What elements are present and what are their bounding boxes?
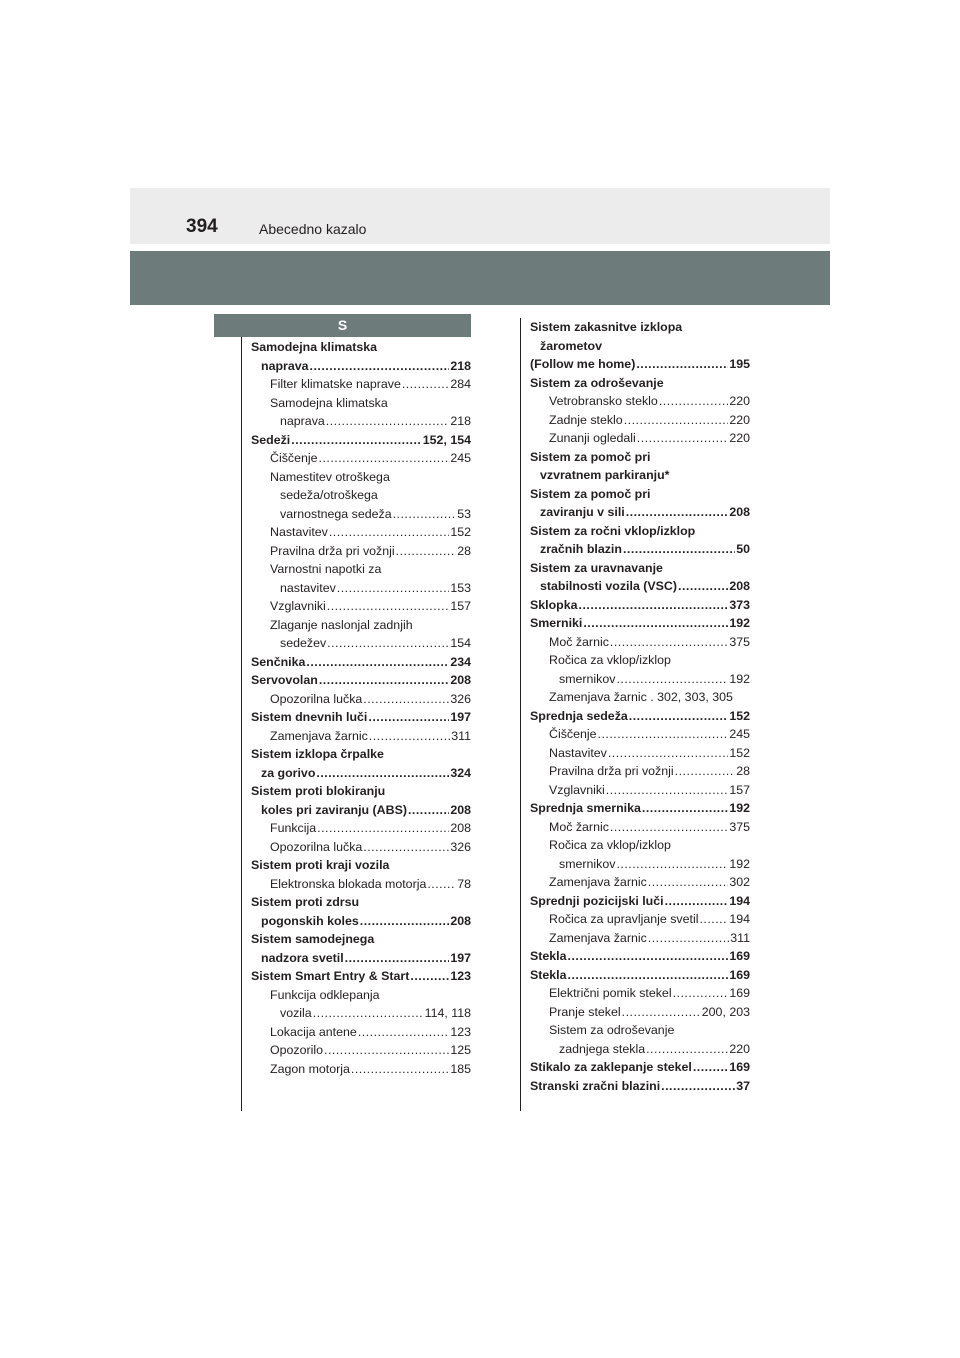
page-number: 394 [186, 216, 218, 237]
dot-leader [337, 579, 450, 598]
dot-leader [363, 690, 449, 709]
index-entry-label: Sistem za pomoč pri [530, 449, 651, 464]
index-entry [251, 727, 471, 746]
index-entry-page: 373 [729, 597, 750, 612]
dot-leader [568, 947, 729, 966]
index-entry-label: Sprednji pozicijski luči [530, 893, 664, 908]
index-entry [530, 762, 750, 781]
index-entry [530, 873, 750, 892]
index-entry-page: 326 [450, 839, 471, 854]
index-entry-label: stabilnosti vozila (VSC) [540, 579, 678, 593]
dot-leader [363, 838, 449, 857]
index-entry-page: 50 [736, 542, 750, 556]
index-entry [530, 966, 750, 985]
dot-leader [648, 873, 729, 892]
index-entry [530, 633, 750, 652]
index-entry [251, 745, 471, 764]
index-entry-label: Sistem proti blokiranju [251, 784, 386, 798]
index-entry-label: Nastavitev [549, 745, 607, 760]
index-column-right [530, 318, 750, 1095]
index-entry-label: Zamenjava žarnic [549, 930, 647, 945]
index-entry-page: 197 [450, 710, 471, 724]
index-entry [530, 781, 750, 800]
dot-leader [608, 744, 728, 763]
index-entry-label: Sistem za pomoč pri [530, 486, 651, 501]
index-entry-label: naprava [280, 414, 325, 428]
index-entry-label: smernikov [559, 671, 616, 686]
index-entry-page: 153 [450, 580, 471, 595]
index-entry-label: Zamenjava žarnic [270, 728, 368, 743]
index-entry-page: 194 [729, 893, 750, 908]
index-entry [251, 634, 471, 653]
index-entry-label: Pranje stekel [549, 1004, 621, 1019]
index-entry [530, 1077, 750, 1096]
index-entry-page: 169 [729, 1060, 750, 1074]
index-entry-label: Stikalo za zaklepanje stekel [530, 1060, 692, 1074]
index-entry [530, 577, 750, 596]
index-entry-page: 208 [729, 579, 750, 593]
index-entry [530, 799, 750, 818]
index-entry-label: nastavitev [280, 580, 336, 595]
index-entry [530, 670, 750, 689]
index-entry [530, 559, 750, 578]
index-entry [251, 560, 471, 579]
index-entry-label: Pravilna drža pri vožnji [270, 543, 395, 558]
dot-leader [693, 1058, 728, 1077]
index-entry [251, 949, 471, 968]
index-entry-page: 324 [450, 765, 471, 780]
index-entry-label: Funkcija odklepanja [270, 987, 380, 1002]
dot-leader [665, 892, 729, 911]
dot-leader [319, 449, 450, 468]
index-entry [530, 466, 750, 485]
index-entry [251, 394, 471, 413]
dot-leader [622, 1003, 701, 1022]
index-entry [251, 671, 471, 690]
index-entry [530, 596, 750, 615]
index-entry-label: Pravilna drža pri vožnji [549, 764, 674, 778]
index-entry [530, 448, 750, 467]
index-entry [251, 1004, 471, 1023]
index-entry [530, 355, 750, 374]
index-entry [251, 912, 471, 931]
dot-leader [327, 634, 449, 653]
dot-leader [579, 596, 729, 615]
index-entry [251, 1041, 471, 1060]
dot-leader [327, 597, 450, 616]
index-entry [530, 337, 750, 356]
index-entry [251, 505, 471, 524]
index-entry-page: 152 [450, 525, 471, 539]
index-entry-label: Smerniki [530, 616, 583, 630]
index-entry-page: 245 [729, 727, 750, 741]
index-entry-page: 375 [729, 819, 750, 834]
index-entry-page: 208 [450, 821, 471, 835]
index-entry-label: Zamenjava žarnic [549, 875, 647, 889]
index-entry-page: 28 [457, 543, 471, 558]
dot-leader [610, 818, 728, 837]
index-entry-label: žarometov [540, 338, 602, 353]
index-entry [251, 375, 471, 394]
index-entry-page: 123 [450, 1024, 471, 1039]
index-entry-page: 208 [450, 673, 471, 687]
index-entry [530, 707, 750, 726]
index-entry-page: 195 [729, 357, 750, 371]
index-entry-label: Sistem Smart Entry & Start [251, 969, 410, 983]
index-entry-page: 169 [729, 949, 750, 963]
index-entry [530, 485, 750, 504]
index-entry [251, 357, 471, 376]
index-entry [251, 838, 471, 857]
dot-leader [699, 910, 728, 929]
index-entry-page: 37 [736, 1078, 750, 1093]
index-entry [530, 725, 750, 744]
index-entry-label: Moč žarnic [549, 819, 609, 834]
dot-leader [326, 412, 450, 431]
index-entry-page: 284 [450, 377, 471, 391]
index-entry-page: 28 [736, 764, 750, 778]
index-entry [251, 338, 471, 357]
index-entry-label: Samodejna klimatska [251, 340, 378, 354]
index-entry-page: 152 [729, 745, 750, 760]
index-entry-page: 152, 154 [422, 432, 471, 447]
index-entry-label: sedeža/otroškega [280, 488, 378, 502]
index-entry-page: 234 [450, 654, 471, 669]
chapter-bar [130, 251, 830, 305]
index-entry-label: Zamenjava žarnic . 302, 303, 305 [549, 690, 733, 704]
index-entry [530, 892, 750, 911]
index-entry [530, 1021, 750, 1040]
index-entry-page: 311 [451, 728, 471, 743]
index-entry-page: 208 [450, 913, 471, 928]
index-entry-label: Filter klimatske naprave [270, 377, 401, 391]
index-entry-page: 302 [729, 875, 750, 889]
index-entry [251, 616, 471, 635]
index-entry-label: zaviranju v sili [540, 505, 625, 519]
dot-leader [317, 819, 449, 838]
index-entry-label: smernikov [559, 856, 616, 871]
index-entry [530, 1058, 750, 1077]
index-entry-page: 197 [450, 950, 471, 965]
index-entry-label: Električni pomik stekel [549, 986, 672, 1000]
index-entry [251, 579, 471, 598]
dot-leader [316, 764, 449, 783]
index-entry-label: Sprednja sedeža [530, 708, 628, 723]
index-entry-label: Servovolan [251, 673, 318, 687]
dot-leader [291, 431, 422, 450]
index-entry-page: 125 [450, 1043, 471, 1057]
index-entry [251, 782, 471, 801]
index-entry-label: varnostnega sedeža [280, 506, 392, 521]
dot-leader [616, 670, 728, 689]
dot-leader [673, 984, 729, 1003]
index-entry-label: Zunanji ogledali [549, 431, 636, 445]
dot-leader [410, 967, 449, 986]
dot-leader [310, 357, 450, 376]
index-entry-label: Elektronska blokada motorja [270, 876, 427, 891]
dot-leader [648, 929, 729, 948]
dot-leader [616, 855, 728, 874]
index-entry-label: Sistem zakasnitve izklopa [530, 320, 683, 334]
index-entry-label: Samodejna klimatska [270, 395, 388, 410]
index-entry-label: Vzglavniki [270, 599, 326, 613]
index-entry [251, 523, 471, 542]
index-entry [251, 1060, 471, 1079]
index-entry-page: 154 [450, 636, 471, 650]
index-entry [530, 522, 750, 541]
index-entry [530, 540, 750, 559]
index-entry-page: 220 [729, 1041, 750, 1056]
index-entry-label: Namestitev otroškega [270, 469, 390, 484]
index-entry-page: 123 [450, 969, 471, 983]
index-entry [530, 1040, 750, 1059]
index-entry [530, 929, 750, 948]
dot-leader [568, 966, 729, 985]
dot-leader [636, 355, 728, 374]
dot-leader [598, 725, 729, 744]
index-entry-label: Opozorilna lučka [270, 839, 363, 854]
index-entry-label: Ročica za vklop/izklop [549, 838, 671, 852]
dot-leader [396, 542, 457, 561]
index-entry-label: zračnih blazin [540, 542, 622, 556]
dot-leader [313, 1004, 424, 1023]
index-entry-label: Zagon motorja [270, 1061, 350, 1076]
index-entry-label: Opozorilo [270, 1043, 324, 1057]
index-entry [251, 412, 471, 431]
dot-leader [345, 949, 450, 968]
index-entry [251, 986, 471, 1005]
index-entry-label: zadnjega stekla [559, 1041, 646, 1056]
index-entry-label: za gorivo [261, 765, 316, 780]
index-entry [251, 819, 471, 838]
index-entry [530, 910, 750, 929]
dot-leader [624, 411, 729, 430]
index-entry [530, 411, 750, 430]
dot-leader [427, 875, 456, 894]
index-entry-page: 192 [729, 856, 750, 871]
index-entry-label: vozila [280, 1006, 312, 1020]
dot-leader [393, 505, 457, 524]
index-entry-page: 192 [729, 671, 750, 686]
index-entry [530, 318, 750, 337]
index-entry [251, 449, 471, 468]
index-entry-page: 208 [450, 802, 471, 817]
index-entry-label: Stekla [530, 967, 567, 982]
index-entry [251, 597, 471, 616]
index-entry-label: nadzora svetil [261, 950, 344, 965]
index-entry-label: Sistem proti kraji vozila [251, 858, 390, 872]
index-entry-page: 185 [450, 1061, 471, 1076]
dot-leader [626, 503, 729, 522]
index-entry-page: 192 [729, 616, 750, 630]
index-entry [530, 614, 750, 633]
index-entry-label: Sprednja smernika [530, 801, 641, 815]
dot-leader [606, 781, 729, 800]
index-entry [530, 429, 750, 448]
index-entry [251, 930, 471, 949]
index-entry-label: Sistem za odroševanje [530, 375, 664, 390]
index-entry-page: 200, 203 [701, 1004, 750, 1019]
index-entry-page: 169 [729, 986, 750, 1000]
index-entry-label: Senčnika [251, 654, 306, 669]
dot-leader [637, 429, 729, 448]
dot-leader [329, 523, 449, 542]
index-entry-label: Lokacija antene [270, 1024, 357, 1039]
index-entry [530, 1003, 750, 1022]
dot-leader [646, 1040, 728, 1059]
index-entry [530, 651, 750, 670]
index-entry-label: Varnostni napotki za [270, 562, 382, 576]
index-entry-label: Stranski zračni blazini [530, 1078, 661, 1093]
index-entry [530, 818, 750, 837]
index-entry [530, 836, 750, 855]
index-entry-page: 157 [729, 782, 750, 797]
index-column-left [251, 338, 471, 1078]
index-entry-page: 220 [729, 431, 750, 445]
index-entry-page: 53 [457, 506, 471, 521]
index-entry-label: Vzglavniki [549, 782, 605, 797]
index-entry [530, 688, 750, 707]
index-entry-label: Funkcija [270, 821, 317, 835]
index-entry-label: Sistem dnevnih luči [251, 710, 368, 724]
index-entry-label: Ročica za vklop/izklop [549, 653, 671, 667]
index-entry-label: Stekla [530, 949, 567, 963]
section-letter-heading: S [214, 314, 471, 337]
index-entry [251, 856, 471, 875]
index-entry-label: Ročica za upravljanje svetil [549, 912, 699, 926]
column-divider-left [241, 337, 242, 1111]
index-entry-page: 192 [729, 801, 750, 815]
index-entry-page: 114, 118 [424, 1006, 471, 1020]
index-entry [251, 893, 471, 912]
dot-leader [358, 1023, 450, 1042]
index-entry-page: 220 [729, 412, 750, 427]
index-entry-label: Sistem za ročni vklop/izklop [530, 523, 696, 538]
index-entry-label: vzvratnem parkiranju* [540, 468, 670, 482]
index-entry [251, 764, 471, 783]
dot-leader [360, 912, 450, 931]
dot-leader [675, 762, 736, 781]
index-entry-label: Čiščenje [270, 451, 318, 465]
index-entry-page: 169 [729, 967, 750, 982]
dot-leader [368, 708, 449, 727]
dot-leader [324, 1041, 449, 1060]
dot-leader [319, 671, 450, 690]
index-entry [251, 468, 471, 487]
dot-leader [583, 614, 728, 633]
index-entry-page: 157 [450, 599, 471, 613]
index-entry [251, 708, 471, 727]
index-entry-label: Zadnje steklo [549, 412, 623, 427]
page-title: Abecedno kazalo [259, 221, 367, 237]
dot-leader [402, 375, 449, 394]
index-entry [251, 967, 471, 986]
index-entry [251, 690, 471, 709]
index-entry [251, 542, 471, 561]
index-entry-page: 208 [729, 505, 750, 519]
dot-leader [408, 801, 449, 820]
index-entry-label: Sistem za odroševanje [549, 1023, 675, 1037]
dot-leader [623, 540, 735, 559]
index-entry-label: Sistem proti zdrsu [251, 895, 360, 909]
column-divider-middle [520, 318, 521, 1111]
index-entry [530, 374, 750, 393]
index-entry [530, 503, 750, 522]
index-entry-label: Nastavitev [270, 525, 328, 539]
index-entry [530, 984, 750, 1003]
index-entry [530, 392, 750, 411]
index-entry [530, 855, 750, 874]
index-entry-page: 78 [457, 876, 471, 891]
index-entry-label: (Follow me home) [530, 357, 636, 371]
index-entry-label: naprava [261, 358, 309, 373]
index-entry [251, 431, 471, 450]
header-band [130, 188, 830, 244]
dot-leader [678, 577, 728, 596]
index-entry-label: Čiščenje [549, 727, 597, 741]
index-entry [251, 801, 471, 820]
index-entry-page: 218 [450, 358, 471, 373]
index-entry-page: 326 [450, 691, 471, 706]
dot-leader [642, 799, 728, 818]
index-entry-page: 194 [729, 912, 750, 926]
dot-leader [351, 1060, 449, 1079]
index-entry [530, 947, 750, 966]
dot-leader [661, 1077, 735, 1096]
index-entry-label: koles pri zaviranju (ABS) [261, 802, 407, 817]
dot-leader [610, 633, 728, 652]
index-entry-label: Sistem samodejnega [251, 932, 375, 946]
dot-leader [659, 392, 728, 411]
index-entry-label: Sistem izklopa črpalke [251, 747, 384, 761]
dot-leader [306, 653, 449, 672]
index-entry-page: 218 [450, 414, 471, 428]
index-entry-page: 311 [730, 930, 750, 945]
index-entry-label: sedežev [280, 636, 327, 650]
index-entry-label: Moč žarnic [549, 634, 609, 649]
index-entry-label: Vetrobransko steklo [549, 394, 658, 408]
index-entry-page: 220 [729, 394, 750, 408]
index-entry-page: 375 [729, 634, 750, 649]
dot-leader [629, 707, 729, 726]
index-entry-page: 245 [450, 451, 471, 465]
index-entry [251, 1023, 471, 1042]
dot-leader [369, 727, 450, 746]
index-entry-label: Zlaganje naslonjal zadnjih [270, 617, 413, 632]
index-entry-label: Opozorilna lučka [270, 691, 363, 706]
index-entry-label: pogonskih koles [261, 913, 359, 928]
index-entry [251, 875, 471, 894]
index-entry [251, 653, 471, 672]
index-entry-label: Sedeži [251, 432, 291, 447]
index-entry-label: Sklopka [530, 597, 578, 612]
index-entry [251, 486, 471, 505]
index-entry [530, 744, 750, 763]
index-entry-label: Sistem za uravnavanje [530, 560, 663, 575]
index-entry-page: 152 [729, 708, 750, 723]
